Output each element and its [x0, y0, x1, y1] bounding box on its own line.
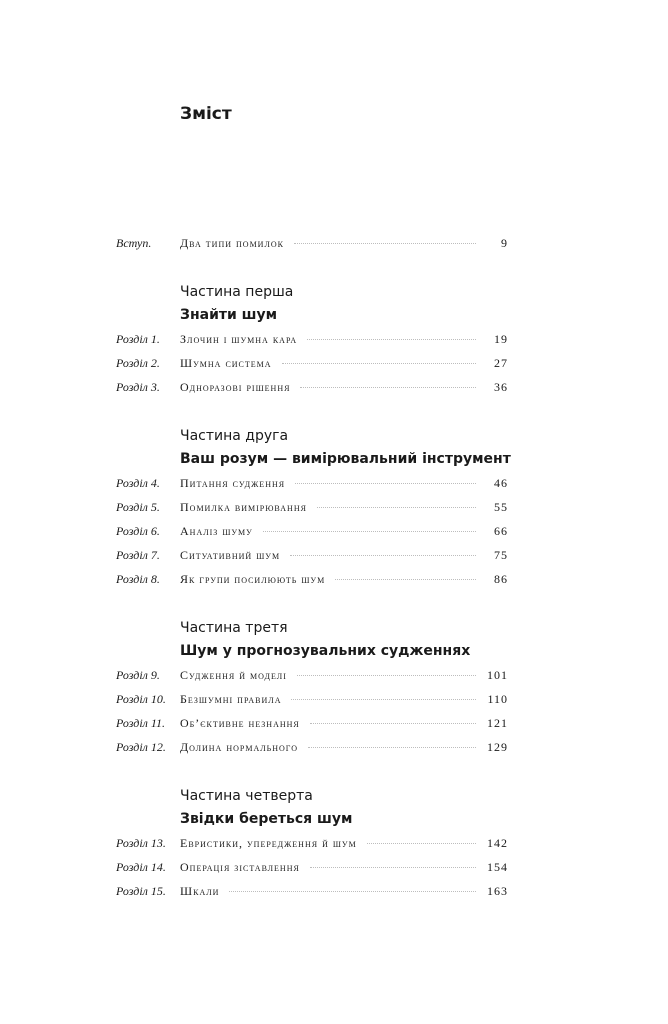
toc-entry-page: 55	[494, 500, 508, 514]
toc-entry-title: Евристики, упередження й шум	[180, 836, 357, 850]
toc-entry-title: Одноразові рішення	[180, 380, 291, 394]
toc-entry-page: 110	[487, 692, 508, 706]
toc-entry-label: Розділ 7.	[116, 548, 160, 562]
dot-leader	[335, 579, 476, 580]
toc-entry-page: 86	[494, 572, 508, 586]
toc-entry-label: Розділ 2.	[116, 356, 160, 370]
toc-entry-page: 75	[494, 548, 508, 562]
toc-entry-chapter-8[interactable]	[116, 572, 508, 592]
dot-leader	[310, 723, 476, 724]
toc-entry-label: Розділ 11.	[116, 716, 166, 730]
dot-leader	[229, 891, 476, 892]
toc-entry-chapter-9[interactable]	[116, 668, 508, 688]
part-kicker-3: Частина третя	[180, 620, 288, 636]
toc-entry-label: Розділ 14.	[116, 860, 166, 874]
toc-entry-title: Безшумні правила	[180, 692, 282, 706]
toc-entry-title: Шумна система	[180, 356, 272, 370]
toc-entry-chapter-3[interactable]	[116, 380, 508, 400]
toc-entry-chapter-11[interactable]	[116, 716, 508, 736]
dot-leader	[307, 339, 476, 340]
part-kicker-4: Частина четверта	[180, 788, 313, 804]
part-kicker-2: Частина друга	[180, 428, 289, 444]
toc-entry-title: Судження й моделі	[180, 668, 287, 682]
toc-entry-chapter-15[interactable]	[116, 884, 508, 904]
toc-entry-label: Розділ 3.	[116, 380, 160, 394]
page-title: Зміст	[180, 104, 232, 124]
toc-entry-page: 154	[487, 860, 508, 874]
toc-entry-chapter-2[interactable]	[116, 356, 508, 376]
toc-entry-title: Помилка вимірювання	[180, 500, 307, 514]
toc-entry-title: Об’єктивне незнання	[180, 716, 300, 730]
toc-entry-label: Розділ 1.	[116, 332, 160, 346]
toc-entry-page: 36	[494, 380, 508, 394]
toc-entry-title: Злочин і шумна кара	[180, 332, 298, 346]
toc-entry-page: 46	[494, 476, 508, 490]
toc-entry-label: Розділ 6.	[116, 524, 160, 538]
toc-entry-title: Питання судження	[180, 476, 286, 490]
part-title-4[interactable]: Звідки береться шум	[180, 811, 353, 827]
toc-entry-title: Як групи посилюють шум	[180, 572, 326, 586]
part-title-3[interactable]: Шум у прогнозувальних судженнях	[180, 643, 471, 659]
toc-entry-chapter-5[interactable]	[116, 500, 508, 520]
toc-entry-label: Розділ 9.	[116, 668, 160, 682]
toc-entry-label: Розділ 15.	[116, 884, 166, 898]
toc-entry-chapter-13[interactable]	[116, 836, 508, 856]
dot-leader	[295, 483, 476, 484]
toc-entry-page: 66	[494, 524, 508, 538]
toc-entry-title: Операція зіставлення	[180, 860, 300, 874]
part-title-2[interactable]: Ваш розум — вимірювальний інструмент	[180, 451, 511, 467]
dot-leader	[367, 843, 476, 844]
dot-leader	[317, 507, 476, 508]
toc-entry-intro[interactable]	[116, 236, 508, 256]
part-kicker-1: Частина перша	[180, 284, 294, 300]
dot-leader	[294, 243, 476, 244]
toc-entry-page: 121	[487, 716, 508, 730]
toc-entry-page: 9	[501, 236, 508, 250]
toc-entry-page: 129	[487, 740, 508, 754]
toc-entry-chapter-12[interactable]	[116, 740, 508, 760]
toc-entry-page: 142	[487, 836, 508, 850]
part-title-1[interactable]: Знайти шум	[180, 307, 278, 323]
toc-entry-title: Аналіз шуму	[180, 524, 253, 538]
toc-entry-chapter-10[interactable]	[116, 692, 508, 712]
dot-leader	[308, 747, 476, 748]
dot-leader	[297, 675, 476, 676]
toc-entry-chapter-14[interactable]	[116, 860, 508, 880]
dot-leader	[291, 699, 476, 700]
dot-leader	[290, 555, 476, 556]
toc-entry-label: Розділ 8.	[116, 572, 160, 586]
toc-entry-label: Розділ 10.	[116, 692, 166, 706]
toc-entry-page: 101	[487, 668, 508, 682]
toc-entry-title: Шкали	[180, 884, 220, 898]
dot-leader	[300, 387, 476, 388]
toc-entry-label: Розділ 12.	[116, 740, 166, 754]
toc-entry-label: Вступ.	[116, 236, 152, 250]
dot-leader	[310, 867, 476, 868]
toc-entry-title: Ситуативний шум	[180, 548, 281, 562]
dot-leader	[282, 363, 476, 364]
toc-entry-title: Долина нормального	[180, 740, 298, 754]
toc-entry-page: 19	[494, 332, 508, 346]
toc-entry-chapter-7[interactable]	[116, 548, 508, 568]
toc-entry-label: Розділ 13.	[116, 836, 166, 850]
toc-entry-chapter-6[interactable]	[116, 524, 508, 544]
toc-entry-chapter-4[interactable]	[116, 476, 508, 496]
toc-entry-page: 27	[494, 356, 508, 370]
dot-leader	[263, 531, 476, 532]
toc-entry-label: Розділ 4.	[116, 476, 160, 490]
toc-entry-label: Розділ 5.	[116, 500, 160, 514]
toc-entry-page: 163	[487, 884, 508, 898]
toc-entry-title: Два типи помилок	[180, 236, 284, 250]
toc-entry-chapter-1[interactable]	[116, 332, 508, 352]
